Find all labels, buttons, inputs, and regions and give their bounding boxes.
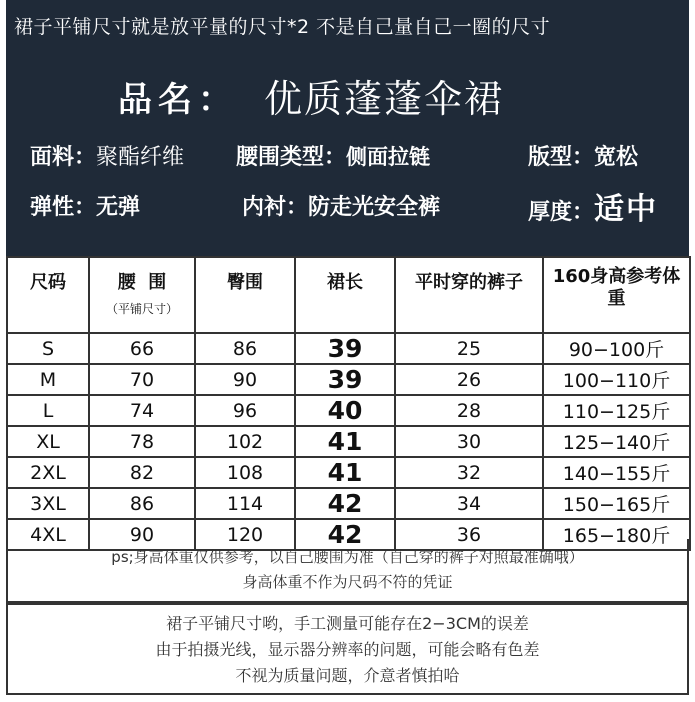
table-row [7, 426, 690, 457]
cell-hip: 90 [195, 364, 295, 395]
cell-size: 4XL [7, 519, 89, 550]
cell-hip: 96 [195, 395, 295, 426]
cell-waist: 74 [89, 395, 195, 426]
product-name-row [6, 66, 689, 126]
cell-pants-size: 36 [395, 519, 543, 550]
cell-weight: 140−155斤 [543, 457, 690, 488]
spec-label: 弹性： [30, 195, 97, 220]
cell-hip: 108 [195, 457, 295, 488]
cell-length: 41 [295, 457, 395, 488]
product-name-label: 品名： [118, 80, 238, 120]
col-header-pants-size: 平时穿的裤子 [395, 257, 543, 333]
cell-pants-size: 26 [395, 364, 543, 395]
col-header-hip: 臀围 [195, 257, 295, 333]
col-header-size: 尺码 [7, 257, 89, 333]
disclaimer-line: 不视为质量问题，介意者慎拍哈 [235, 666, 460, 685]
cell-waist: 90 [89, 519, 195, 550]
spec-label: 厚度： [528, 200, 595, 225]
cell-hip: 102 [195, 426, 295, 457]
spec-thickness [528, 184, 658, 228]
spec-value: 防走光安全裤 [308, 195, 441, 220]
cell-pants-size: 25 [395, 333, 543, 364]
measurement-note: 裙子平铺尺寸就是放平量的尺寸*2 不是自己量自己一圈的尺寸 [14, 16, 551, 38]
spec-fabric [30, 140, 184, 171]
cell-waist: 70 [89, 364, 195, 395]
cell-weight: 90−100斤 [543, 333, 690, 364]
table-row [7, 488, 690, 519]
cell-weight: 125−140斤 [543, 426, 690, 457]
reference-note-line: 身高体重不作为尺码不符的凭证 [242, 573, 453, 591]
spec-label: 内衬： [242, 195, 309, 220]
cell-waist: 86 [89, 488, 195, 519]
product-name: 优质蓬蓬伞裙 [264, 77, 505, 121]
cell-pants-size: 28 [395, 395, 543, 426]
cell-size: 3XL [7, 488, 89, 519]
spec-row-2 [6, 190, 689, 230]
cell-length: 42 [295, 519, 395, 550]
cell-size: S [7, 333, 89, 364]
cell-hip: 114 [195, 488, 295, 519]
spec-value: 聚酯纤维 [96, 145, 185, 170]
disclaimer-note [6, 603, 689, 695]
spec-label: 版型： [528, 145, 595, 170]
cell-waist: 78 [89, 426, 195, 457]
cell-size: L [7, 395, 89, 426]
cell-waist: 82 [89, 457, 195, 488]
spec-value: 适中 [594, 192, 659, 227]
cell-pants-size: 30 [395, 426, 543, 457]
disclaimer-line: 裙子平铺尺寸哟，手工测量可能存在2−3CM的误差 [166, 614, 529, 633]
cell-size: 2XL [7, 457, 89, 488]
cell-pants-size: 32 [395, 457, 543, 488]
cell-weight: 150−165斤 [543, 488, 690, 519]
spec-label: 腰围类型： [236, 145, 347, 170]
cell-weight: 165−180斤 [543, 519, 690, 550]
disclaimer-line: 由于拍摄光线，显示器分辨率的问题，可能会略有色差 [155, 640, 540, 659]
cell-waist: 66 [89, 333, 195, 364]
col-header-length: 裙长 [295, 257, 395, 333]
cell-size: XL [7, 426, 89, 457]
spec-waist-type [236, 140, 430, 171]
cell-length: 42 [295, 488, 395, 519]
spec-label: 面料： [30, 145, 97, 170]
spec-value: 宽松 [594, 145, 639, 170]
spec-fit [528, 140, 638, 171]
col-header-waist: 腰 围 （平铺尺寸） [89, 257, 195, 333]
spec-lining [242, 190, 440, 221]
reference-note [6, 539, 689, 603]
cell-length: 40 [295, 395, 395, 426]
cell-hip: 86 [195, 333, 295, 364]
reference-note-line: ps;身高体重仅供参考，以自己腰围为准（自己穿的裤子对照最准确哦） [111, 548, 584, 566]
table-row [7, 364, 690, 395]
cell-length: 41 [295, 426, 395, 457]
product-info-header [6, 0, 689, 256]
table-row [7, 333, 690, 364]
size-table [6, 256, 691, 551]
cell-length: 39 [295, 333, 395, 364]
cell-weight: 110−125斤 [543, 395, 690, 426]
table-row [7, 395, 690, 426]
spec-elasticity [30, 190, 140, 221]
cell-hip: 120 [195, 519, 295, 550]
spec-value: 无弹 [96, 195, 141, 220]
spec-value: 侧面拉链 [346, 144, 431, 169]
col-header-weight: 160身高参考体重 [543, 257, 690, 333]
table-row [7, 457, 690, 488]
table-header-row [7, 257, 690, 333]
cell-pants-size: 34 [395, 488, 543, 519]
cell-size: M [7, 364, 89, 395]
cell-length: 39 [295, 364, 395, 395]
cell-weight: 100−110斤 [543, 364, 690, 395]
spec-row-1 [6, 140, 689, 180]
